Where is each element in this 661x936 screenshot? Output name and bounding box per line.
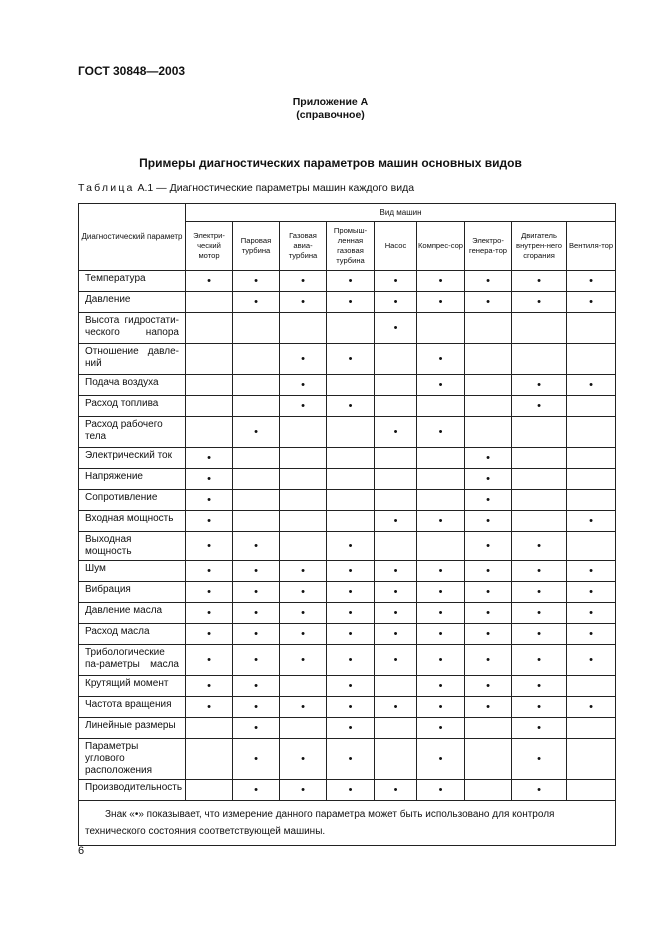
- usage-mark: •: [186, 582, 233, 603]
- usage-mark: •: [233, 417, 280, 448]
- usage-mark: •: [280, 739, 327, 780]
- empty-cell: [280, 490, 327, 511]
- usage-mark: •: [512, 292, 567, 313]
- empty-cell: [375, 676, 417, 697]
- appendix-title: Приложение А: [292, 96, 369, 108]
- usage-mark: •: [280, 292, 327, 313]
- usage-mark: •: [567, 271, 616, 292]
- table-caption: [78, 182, 414, 194]
- empty-cell: [327, 313, 375, 344]
- usage-mark: •: [186, 645, 233, 676]
- empty-cell: [512, 490, 567, 511]
- usage-mark: •: [375, 292, 417, 313]
- usage-mark: •: [327, 697, 375, 718]
- usage-mark: •: [465, 645, 512, 676]
- diagnostic-parameters-table: [78, 203, 616, 846]
- empty-cell: [280, 469, 327, 490]
- empty-cell: [417, 532, 465, 561]
- empty-cell: [233, 448, 280, 469]
- empty-cell: [567, 344, 616, 375]
- empty-cell: [375, 718, 417, 739]
- table-row: [79, 490, 616, 511]
- usage-mark: •: [280, 271, 327, 292]
- empty-cell: [280, 511, 327, 532]
- parameter-name: Производительность: [79, 780, 186, 801]
- machine-column-header: Паровая турбина: [233, 222, 280, 271]
- usage-mark: •: [567, 511, 616, 532]
- empty-cell: [567, 532, 616, 561]
- parameter-name: Отношение давле-ний: [79, 344, 186, 375]
- usage-mark: •: [465, 676, 512, 697]
- usage-mark: •: [327, 718, 375, 739]
- empty-cell: [327, 469, 375, 490]
- empty-cell: [280, 676, 327, 697]
- parameter-name: Выходная мощность: [79, 532, 186, 561]
- usage-mark: •: [567, 603, 616, 624]
- empty-cell: [280, 718, 327, 739]
- parameter-name: Расход рабочего тела: [79, 417, 186, 448]
- usage-mark: •: [327, 603, 375, 624]
- usage-mark: •: [327, 561, 375, 582]
- usage-mark: •: [186, 624, 233, 645]
- usage-mark: •: [465, 490, 512, 511]
- usage-mark: •: [465, 469, 512, 490]
- usage-mark: •: [280, 603, 327, 624]
- usage-mark: •: [233, 697, 280, 718]
- empty-cell: [233, 375, 280, 396]
- usage-mark: •: [465, 697, 512, 718]
- parameter-name: Шум: [79, 561, 186, 582]
- empty-cell: [512, 469, 567, 490]
- table-row: [79, 344, 616, 375]
- usage-mark: •: [512, 396, 567, 417]
- usage-mark: •: [327, 739, 375, 780]
- machine-type-header: Вид машин: [186, 204, 616, 222]
- table-footnote: Знак «•» показывает, что измерение данного параметра может быть использовано для контроля технического состояния соответствующей машины.: [79, 801, 616, 846]
- usage-mark: •: [280, 697, 327, 718]
- table-row: [79, 561, 616, 582]
- usage-mark: •: [512, 561, 567, 582]
- usage-mark: •: [465, 448, 512, 469]
- usage-mark: •: [417, 511, 465, 532]
- usage-mark: •: [280, 396, 327, 417]
- empty-cell: [280, 313, 327, 344]
- usage-mark: •: [375, 697, 417, 718]
- parameter-name: Трибологические па-раметры масла: [79, 645, 186, 676]
- parameter-name: Давление: [79, 292, 186, 313]
- usage-mark: •: [233, 292, 280, 313]
- parameter-name: Высота гидростати-ческого напора: [79, 313, 186, 344]
- usage-mark: •: [233, 676, 280, 697]
- parameter-name: Крутящий момент: [79, 676, 186, 697]
- usage-mark: •: [327, 676, 375, 697]
- parameter-name: Параметры углового расположения: [79, 739, 186, 780]
- usage-mark: •: [417, 344, 465, 375]
- document-code: ГОСТ 30848—2003: [78, 64, 186, 78]
- usage-mark: •: [417, 676, 465, 697]
- usage-mark: •: [327, 271, 375, 292]
- usage-mark: •: [417, 697, 465, 718]
- empty-cell: [417, 313, 465, 344]
- empty-cell: [280, 448, 327, 469]
- usage-mark: •: [512, 718, 567, 739]
- usage-mark: •: [567, 375, 616, 396]
- empty-cell: [375, 396, 417, 417]
- empty-cell: [327, 511, 375, 532]
- usage-mark: •: [327, 645, 375, 676]
- appendix-subtitle: (справочное): [296, 109, 365, 121]
- usage-mark: •: [233, 624, 280, 645]
- usage-mark: •: [567, 697, 616, 718]
- empty-cell: [567, 396, 616, 417]
- usage-mark: •: [512, 676, 567, 697]
- empty-cell: [186, 375, 233, 396]
- usage-mark: •: [375, 271, 417, 292]
- usage-mark: •: [233, 561, 280, 582]
- empty-cell: [186, 396, 233, 417]
- table-body: [79, 271, 616, 801]
- usage-mark: •: [512, 603, 567, 624]
- usage-mark: •: [375, 511, 417, 532]
- empty-cell: [465, 718, 512, 739]
- empty-cell: [417, 469, 465, 490]
- usage-mark: •: [465, 561, 512, 582]
- empty-cell: [465, 313, 512, 344]
- usage-mark: •: [567, 645, 616, 676]
- usage-mark: •: [512, 375, 567, 396]
- empty-cell: [567, 718, 616, 739]
- empty-cell: [327, 417, 375, 448]
- usage-mark: •: [280, 375, 327, 396]
- usage-mark: •: [233, 271, 280, 292]
- table-row: [79, 313, 616, 344]
- usage-mark: •: [186, 448, 233, 469]
- usage-mark: •: [417, 582, 465, 603]
- empty-cell: [186, 739, 233, 780]
- empty-cell: [465, 417, 512, 448]
- usage-mark: •: [417, 561, 465, 582]
- table-row: [79, 417, 616, 448]
- table-row: [79, 532, 616, 561]
- parameter-name: Расход масла: [79, 624, 186, 645]
- usage-mark: •: [512, 271, 567, 292]
- empty-cell: [567, 780, 616, 801]
- usage-mark: •: [327, 396, 375, 417]
- table-row: [79, 697, 616, 718]
- parameter-name: Напряжение: [79, 469, 186, 490]
- usage-mark: •: [280, 624, 327, 645]
- usage-mark: •: [233, 780, 280, 801]
- usage-mark: •: [465, 511, 512, 532]
- table-row: [79, 375, 616, 396]
- usage-mark: •: [375, 645, 417, 676]
- table-row: [79, 624, 616, 645]
- usage-mark: •: [327, 344, 375, 375]
- machine-column-header: Вентиля-тор: [567, 222, 616, 271]
- usage-mark: •: [417, 739, 465, 780]
- usage-mark: •: [186, 676, 233, 697]
- usage-mark: •: [465, 582, 512, 603]
- usage-mark: •: [186, 603, 233, 624]
- parameter-name: Давление масла: [79, 603, 186, 624]
- empty-cell: [465, 396, 512, 417]
- usage-mark: •: [233, 718, 280, 739]
- empty-cell: [465, 739, 512, 780]
- empty-cell: [186, 292, 233, 313]
- usage-mark: •: [280, 645, 327, 676]
- usage-mark: •: [375, 561, 417, 582]
- empty-cell: [417, 490, 465, 511]
- empty-cell: [417, 448, 465, 469]
- table-row: [79, 780, 616, 801]
- parameter-name: Подача воздуха: [79, 375, 186, 396]
- machine-column-header: Насос: [375, 222, 417, 271]
- empty-cell: [375, 448, 417, 469]
- usage-mark: •: [465, 271, 512, 292]
- empty-cell: [512, 511, 567, 532]
- usage-mark: •: [280, 780, 327, 801]
- usage-mark: •: [375, 313, 417, 344]
- diagnostic-table-container: [78, 203, 616, 846]
- empty-cell: [567, 676, 616, 697]
- empty-cell: [280, 532, 327, 561]
- usage-mark: •: [375, 417, 417, 448]
- empty-cell: [567, 417, 616, 448]
- table-row: [79, 718, 616, 739]
- usage-mark: •: [327, 292, 375, 313]
- usage-mark: •: [186, 511, 233, 532]
- usage-mark: •: [375, 582, 417, 603]
- table-row: [79, 469, 616, 490]
- usage-mark: •: [512, 624, 567, 645]
- empty-cell: [512, 313, 567, 344]
- usage-mark: •: [417, 780, 465, 801]
- parameter-name: Расход топлива: [79, 396, 186, 417]
- table-row: [79, 396, 616, 417]
- empty-cell: [375, 469, 417, 490]
- parameter-name: Сопротивление: [79, 490, 186, 511]
- usage-mark: •: [280, 561, 327, 582]
- parameter-name: Линейные размеры: [79, 718, 186, 739]
- empty-cell: [233, 396, 280, 417]
- empty-cell: [512, 448, 567, 469]
- usage-mark: •: [567, 582, 616, 603]
- usage-mark: •: [512, 697, 567, 718]
- usage-mark: •: [186, 271, 233, 292]
- usage-mark: •: [375, 624, 417, 645]
- usage-mark: •: [465, 624, 512, 645]
- parameter-name: Электрический ток: [79, 448, 186, 469]
- empty-cell: [465, 344, 512, 375]
- empty-cell: [233, 490, 280, 511]
- table-row: [79, 676, 616, 697]
- table-row: [79, 292, 616, 313]
- parameter-name: Частота вращения: [79, 697, 186, 718]
- usage-mark: •: [465, 532, 512, 561]
- parameter-name: Вибрация: [79, 582, 186, 603]
- page-title: Примеры диагностических параметров машин основных видов: [139, 156, 522, 170]
- usage-mark: •: [233, 603, 280, 624]
- empty-cell: [567, 448, 616, 469]
- table-row: [79, 448, 616, 469]
- usage-mark: •: [280, 344, 327, 375]
- empty-cell: [186, 417, 233, 448]
- table-row: [79, 739, 616, 780]
- usage-mark: •: [186, 469, 233, 490]
- machine-column-header: Двигатель внутрен-него сгорания: [512, 222, 567, 271]
- empty-cell: [375, 490, 417, 511]
- empty-cell: [375, 532, 417, 561]
- empty-cell: [186, 718, 233, 739]
- usage-mark: •: [186, 490, 233, 511]
- machine-column-header: Компрес-сор: [417, 222, 465, 271]
- empty-cell: [327, 375, 375, 396]
- empty-cell: [375, 344, 417, 375]
- page-number: 6: [78, 845, 85, 857]
- empty-cell: [567, 739, 616, 780]
- table-row: [79, 603, 616, 624]
- empty-cell: [375, 375, 417, 396]
- empty-cell: [233, 344, 280, 375]
- usage-mark: •: [512, 532, 567, 561]
- parameter-name: Температура: [79, 271, 186, 292]
- empty-cell: [567, 313, 616, 344]
- usage-mark: •: [280, 582, 327, 603]
- usage-mark: •: [512, 645, 567, 676]
- empty-cell: [327, 490, 375, 511]
- machine-column-header: Электро-генера-тор: [465, 222, 512, 271]
- empty-cell: [186, 780, 233, 801]
- empty-cell: [327, 448, 375, 469]
- usage-mark: •: [417, 624, 465, 645]
- usage-mark: •: [233, 582, 280, 603]
- empty-cell: [233, 511, 280, 532]
- empty-cell: [375, 739, 417, 780]
- usage-mark: •: [233, 532, 280, 561]
- usage-mark: •: [417, 718, 465, 739]
- table-row: [79, 511, 616, 532]
- empty-cell: [186, 313, 233, 344]
- usage-mark: •: [417, 645, 465, 676]
- table-row: [79, 645, 616, 676]
- table-caption-number: А.1: [137, 182, 154, 194]
- usage-mark: •: [567, 292, 616, 313]
- usage-mark: •: [417, 271, 465, 292]
- machine-column-header: Газовая авиа-турбина: [280, 222, 327, 271]
- usage-mark: •: [327, 624, 375, 645]
- usage-mark: •: [417, 375, 465, 396]
- empty-cell: [233, 469, 280, 490]
- param-column-header: Диагностический параметр: [79, 204, 186, 271]
- usage-mark: •: [417, 603, 465, 624]
- empty-cell: [417, 396, 465, 417]
- empty-cell: [512, 344, 567, 375]
- table-caption-text: — Диагностические параметры машин каждого вида: [153, 182, 415, 194]
- parameter-name: Входная мощность: [79, 511, 186, 532]
- empty-cell: [465, 780, 512, 801]
- usage-mark: •: [465, 603, 512, 624]
- empty-cell: [512, 417, 567, 448]
- empty-cell: [186, 344, 233, 375]
- usage-mark: •: [512, 780, 567, 801]
- empty-cell: [567, 469, 616, 490]
- usage-mark: •: [327, 780, 375, 801]
- usage-mark: •: [186, 697, 233, 718]
- usage-mark: •: [327, 582, 375, 603]
- usage-mark: •: [186, 532, 233, 561]
- usage-mark: •: [233, 645, 280, 676]
- usage-mark: •: [327, 532, 375, 561]
- usage-mark: •: [417, 417, 465, 448]
- table-row: [79, 582, 616, 603]
- empty-cell: [567, 490, 616, 511]
- usage-mark: •: [567, 624, 616, 645]
- usage-mark: •: [465, 292, 512, 313]
- usage-mark: •: [512, 739, 567, 780]
- machine-column-header: Промыш-ленная газовая турбина: [327, 222, 375, 271]
- table-row: [79, 271, 616, 292]
- empty-cell: [280, 417, 327, 448]
- usage-mark: •: [567, 561, 616, 582]
- usage-mark: •: [417, 292, 465, 313]
- empty-cell: [465, 375, 512, 396]
- usage-mark: •: [233, 739, 280, 780]
- machine-column-header: Электри-ческий мотор: [186, 222, 233, 271]
- usage-mark: •: [375, 603, 417, 624]
- table-caption-label: Таблица: [78, 182, 135, 194]
- usage-mark: •: [375, 780, 417, 801]
- empty-cell: [233, 313, 280, 344]
- usage-mark: •: [512, 582, 567, 603]
- usage-mark: •: [186, 561, 233, 582]
